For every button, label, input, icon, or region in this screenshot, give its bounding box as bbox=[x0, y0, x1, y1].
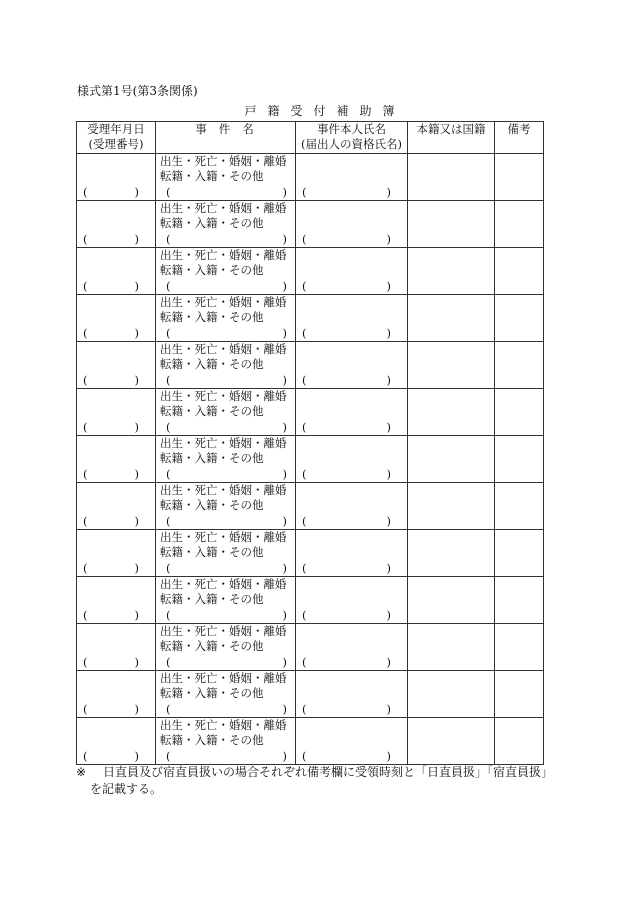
footnote bbox=[76, 764, 566, 798]
table-row bbox=[77, 295, 544, 342]
event-options-line2: 転籍・入籍・その他 bbox=[160, 216, 264, 230]
paren-close: ) bbox=[386, 749, 391, 763]
paren-close: ) bbox=[386, 608, 391, 622]
paren-open: ( bbox=[302, 467, 307, 481]
paren-open: ( bbox=[83, 514, 88, 528]
header-row bbox=[77, 122, 544, 154]
paren-close: ) bbox=[386, 420, 391, 434]
receipt-number-parens bbox=[83, 420, 149, 434]
paren-close: ) bbox=[282, 655, 287, 669]
event-name-cell[interactable] bbox=[156, 624, 296, 671]
paren-open: ( bbox=[83, 185, 88, 199]
event-options-line1: 出生・死亡・婚姻・離婚 bbox=[160, 624, 287, 638]
notifier-parens bbox=[302, 326, 401, 340]
receipt-number-parens bbox=[83, 514, 149, 528]
header-person-name-line1: 事件本人氏名 bbox=[317, 122, 386, 136]
footnote-line1: 日直員及び宿直員扱いの場合それぞれ備考欄に受領時刻と「日直員扱」「宿直員扱」 bbox=[103, 765, 554, 779]
person-name-cell[interactable] bbox=[296, 624, 408, 671]
paren-open: ( bbox=[83, 326, 88, 340]
person-name-cell[interactable] bbox=[296, 718, 408, 765]
paren-close: ) bbox=[386, 326, 391, 340]
event-name-cell[interactable] bbox=[156, 154, 296, 201]
remarks-cell[interactable] bbox=[495, 436, 544, 483]
paren-open: ( bbox=[166, 608, 171, 622]
paren-close: ) bbox=[134, 702, 139, 716]
receipt-number-parens bbox=[83, 749, 149, 763]
paren-open: ( bbox=[302, 185, 307, 199]
person-name-cell[interactable] bbox=[296, 154, 408, 201]
event-options-line1: 出生・死亡・婚姻・離婚 bbox=[160, 483, 287, 497]
paren-open: ( bbox=[166, 467, 171, 481]
event-options-line2: 転籍・入籍・その他 bbox=[160, 263, 264, 277]
person-name-cell[interactable] bbox=[296, 671, 408, 718]
paren-close: ) bbox=[386, 655, 391, 669]
paren-open: ( bbox=[83, 655, 88, 669]
paren-open: ( bbox=[166, 561, 171, 575]
event-options-line1: 出生・死亡・婚姻・離婚 bbox=[160, 436, 287, 450]
paren-close: ) bbox=[282, 279, 287, 293]
table-row bbox=[77, 530, 544, 577]
table-row bbox=[77, 248, 544, 295]
event-options-line2: 転籍・入籍・その他 bbox=[160, 169, 264, 183]
event-other-parens bbox=[166, 279, 287, 293]
table-row bbox=[77, 436, 544, 483]
paren-open: ( bbox=[302, 702, 307, 716]
event-name-cell[interactable] bbox=[156, 436, 296, 483]
paren-close: ) bbox=[282, 326, 287, 340]
paren-open: ( bbox=[302, 326, 307, 340]
receipt-number-parens bbox=[83, 326, 149, 340]
header-person-name-line2: (届出人の資格氏名) bbox=[301, 137, 402, 151]
paren-close: ) bbox=[386, 373, 391, 387]
paren-open: ( bbox=[302, 373, 307, 387]
paren-open: ( bbox=[83, 467, 88, 481]
notifier-parens bbox=[302, 467, 401, 481]
paren-open: ( bbox=[302, 749, 307, 763]
paren-close: ) bbox=[282, 702, 287, 716]
remarks-cell[interactable] bbox=[495, 671, 544, 718]
domicile-cell[interactable] bbox=[408, 248, 495, 295]
event-name-cell[interactable] bbox=[156, 342, 296, 389]
event-name-cell[interactable] bbox=[156, 671, 296, 718]
event-other-parens bbox=[166, 185, 287, 199]
received-date-cell[interactable] bbox=[77, 718, 156, 765]
paren-close: ) bbox=[282, 467, 287, 481]
remarks-cell[interactable] bbox=[495, 577, 544, 624]
domicile-cell[interactable] bbox=[408, 201, 495, 248]
receipt-number-parens bbox=[83, 608, 149, 622]
receipt-number-parens bbox=[83, 655, 149, 669]
paren-close: ) bbox=[134, 561, 139, 575]
event-options-line1: 出生・死亡・婚姻・離婚 bbox=[160, 295, 287, 309]
event-options-line2: 転籍・入籍・その他 bbox=[160, 592, 264, 606]
paren-open: ( bbox=[83, 232, 88, 246]
event-options-line2: 転籍・入籍・その他 bbox=[160, 498, 264, 512]
paren-open: ( bbox=[302, 420, 307, 434]
domicile-cell[interactable] bbox=[408, 577, 495, 624]
remarks-cell[interactable] bbox=[495, 718, 544, 765]
receipt-number-parens bbox=[83, 232, 149, 246]
paren-close: ) bbox=[134, 326, 139, 340]
paren-close: ) bbox=[282, 561, 287, 575]
domicile-cell[interactable] bbox=[408, 295, 495, 342]
event-other-parens bbox=[166, 326, 287, 340]
receipt-number-parens bbox=[83, 561, 149, 575]
paren-close: ) bbox=[134, 232, 139, 246]
paren-open: ( bbox=[83, 373, 88, 387]
person-name-cell[interactable] bbox=[296, 342, 408, 389]
event-other-parens bbox=[166, 373, 287, 387]
notifier-parens bbox=[302, 749, 401, 763]
paren-close: ) bbox=[282, 749, 287, 763]
event-other-parens bbox=[166, 655, 287, 669]
event-options-line2: 転籍・入籍・その他 bbox=[160, 404, 264, 418]
paren-close: ) bbox=[282, 232, 287, 246]
paren-close: ) bbox=[134, 185, 139, 199]
person-name-cell[interactable] bbox=[296, 389, 408, 436]
paren-close: ) bbox=[386, 279, 391, 293]
paren-close: ) bbox=[386, 185, 391, 199]
paren-close: ) bbox=[386, 514, 391, 528]
table-row bbox=[77, 718, 544, 765]
event-options-line1: 出生・死亡・婚姻・離婚 bbox=[160, 718, 287, 732]
notifier-parens bbox=[302, 185, 401, 199]
paren-close: ) bbox=[282, 608, 287, 622]
person-name-cell[interactable] bbox=[296, 248, 408, 295]
header-received-date-line2: (受理番号) bbox=[88, 137, 144, 151]
table-row bbox=[77, 624, 544, 671]
event-options-line1: 出生・死亡・婚姻・離婚 bbox=[160, 577, 287, 591]
event-name-cell[interactable] bbox=[156, 248, 296, 295]
event-name-cell[interactable] bbox=[156, 389, 296, 436]
event-other-parens bbox=[166, 561, 287, 575]
remarks-cell[interactable] bbox=[495, 201, 544, 248]
event-name-cell[interactable] bbox=[156, 530, 296, 577]
register-table bbox=[76, 121, 544, 765]
paren-close: ) bbox=[134, 467, 139, 481]
event-other-parens bbox=[166, 608, 287, 622]
receipt-number-parens bbox=[83, 702, 149, 716]
header-person-name bbox=[296, 122, 408, 154]
paren-close: ) bbox=[386, 702, 391, 716]
receipt-number-parens bbox=[83, 373, 149, 387]
table-row bbox=[77, 154, 544, 201]
received-date-cell[interactable] bbox=[77, 624, 156, 671]
event-name-cell[interactable] bbox=[156, 577, 296, 624]
event-name-cell[interactable] bbox=[156, 718, 296, 765]
table-row bbox=[77, 389, 544, 436]
event-other-parens bbox=[166, 749, 287, 763]
domicile-cell[interactable] bbox=[408, 671, 495, 718]
paren-close: ) bbox=[134, 655, 139, 669]
event-options-line1: 出生・死亡・婚姻・離婚 bbox=[160, 248, 287, 262]
notifier-parens bbox=[302, 514, 401, 528]
event-name-cell[interactable] bbox=[156, 483, 296, 530]
paren-close: ) bbox=[134, 373, 139, 387]
received-date-cell[interactable] bbox=[77, 436, 156, 483]
paren-open: ( bbox=[83, 749, 88, 763]
notifier-parens bbox=[302, 561, 401, 575]
event-options-line1: 出生・死亡・婚姻・離婚 bbox=[160, 342, 287, 356]
notifier-parens bbox=[302, 655, 401, 669]
received-date-cell[interactable] bbox=[77, 671, 156, 718]
person-name-cell[interactable] bbox=[296, 577, 408, 624]
received-date-cell[interactable] bbox=[77, 295, 156, 342]
event-options-line2: 転籍・入籍・その他 bbox=[160, 639, 264, 653]
event-options-line2: 転籍・入籍・その他 bbox=[160, 545, 264, 559]
remarks-cell[interactable] bbox=[495, 483, 544, 530]
remarks-cell[interactable] bbox=[495, 248, 544, 295]
paren-open: ( bbox=[166, 514, 171, 528]
notifier-parens bbox=[302, 608, 401, 622]
paren-open: ( bbox=[166, 373, 171, 387]
paren-open: ( bbox=[83, 420, 88, 434]
event-other-parens bbox=[166, 702, 287, 716]
paren-open: ( bbox=[166, 702, 171, 716]
paren-close: ) bbox=[386, 467, 391, 481]
domicile-cell[interactable] bbox=[408, 718, 495, 765]
domicile-cell[interactable] bbox=[408, 530, 495, 577]
header-received-date-line1: 受理年月日 bbox=[87, 122, 145, 136]
person-name-cell[interactable] bbox=[296, 295, 408, 342]
paren-close: ) bbox=[134, 279, 139, 293]
event-name-cell[interactable] bbox=[156, 295, 296, 342]
event-name-cell[interactable] bbox=[156, 201, 296, 248]
paren-open: ( bbox=[166, 326, 171, 340]
register-rows bbox=[77, 154, 544, 765]
receipt-number-parens bbox=[83, 185, 149, 199]
table-row bbox=[77, 671, 544, 718]
event-options-line1: 出生・死亡・婚姻・離婚 bbox=[160, 154, 287, 168]
paren-open: ( bbox=[83, 608, 88, 622]
event-options-line2: 転籍・入籍・その他 bbox=[160, 357, 264, 371]
domicile-cell[interactable] bbox=[408, 389, 495, 436]
paren-open: ( bbox=[83, 279, 88, 293]
person-name-cell[interactable] bbox=[296, 530, 408, 577]
received-date-cell[interactable] bbox=[77, 154, 156, 201]
event-other-parens bbox=[166, 420, 287, 434]
receipt-number-parens bbox=[83, 279, 149, 293]
paren-open: ( bbox=[166, 232, 171, 246]
table-row bbox=[77, 483, 544, 530]
paren-open: ( bbox=[166, 279, 171, 293]
domicile-cell[interactable] bbox=[408, 436, 495, 483]
paren-open: ( bbox=[83, 561, 88, 575]
notifier-parens bbox=[302, 373, 401, 387]
form-number: 様式第1号(第3条関係) bbox=[77, 84, 198, 98]
event-options-line1: 出生・死亡・婚姻・離婚 bbox=[160, 530, 287, 544]
paren-open: ( bbox=[83, 702, 88, 716]
paren-open: ( bbox=[302, 279, 307, 293]
header-received-date bbox=[77, 122, 156, 154]
page-title: 戸籍受付補助簿 bbox=[244, 104, 406, 118]
event-options-line1: 出生・死亡・婚姻・離婚 bbox=[160, 389, 287, 403]
notifier-parens bbox=[302, 279, 401, 293]
paren-close: ) bbox=[386, 232, 391, 246]
paren-close: ) bbox=[282, 420, 287, 434]
paren-open: ( bbox=[302, 514, 307, 528]
domicile-cell[interactable] bbox=[408, 624, 495, 671]
received-date-cell[interactable] bbox=[77, 389, 156, 436]
paren-close: ) bbox=[282, 373, 287, 387]
received-date-cell[interactable] bbox=[77, 577, 156, 624]
header-remarks: 備考 bbox=[495, 122, 544, 154]
received-date-cell[interactable] bbox=[77, 201, 156, 248]
table-row bbox=[77, 577, 544, 624]
paren-open: ( bbox=[166, 749, 171, 763]
paren-close: ) bbox=[386, 561, 391, 575]
paren-close: ) bbox=[134, 608, 139, 622]
received-date-cell[interactable] bbox=[77, 530, 156, 577]
notifier-parens bbox=[302, 420, 401, 434]
event-options-line2: 転籍・入籍・その他 bbox=[160, 451, 264, 465]
footnote-mark: ※ bbox=[76, 765, 87, 779]
paren-close: ) bbox=[134, 420, 139, 434]
paren-open: ( bbox=[166, 185, 171, 199]
receipt-number-parens bbox=[83, 467, 149, 481]
event-options-line1: 出生・死亡・婚姻・離婚 bbox=[160, 671, 287, 685]
event-options-line1: 出生・死亡・婚姻・離婚 bbox=[160, 201, 287, 215]
event-other-parens bbox=[166, 514, 287, 528]
header-domicile: 本籍又は国籍 bbox=[408, 122, 495, 154]
header-event-name: 事件名 bbox=[156, 122, 296, 154]
event-options-line2: 転籍・入籍・その他 bbox=[160, 686, 264, 700]
domicile-cell[interactable] bbox=[408, 342, 495, 389]
event-other-parens bbox=[166, 467, 287, 481]
received-date-cell[interactable] bbox=[77, 342, 156, 389]
remarks-cell[interactable] bbox=[495, 154, 544, 201]
remarks-cell[interactable] bbox=[495, 295, 544, 342]
paren-close: ) bbox=[134, 514, 139, 528]
table-row bbox=[77, 342, 544, 389]
event-options-line2: 転籍・入籍・その他 bbox=[160, 733, 264, 747]
remarks-cell[interactable] bbox=[495, 624, 544, 671]
received-date-cell[interactable] bbox=[77, 248, 156, 295]
paren-close: ) bbox=[134, 749, 139, 763]
paren-open: ( bbox=[302, 655, 307, 669]
paren-close: ) bbox=[282, 185, 287, 199]
domicile-cell[interactable] bbox=[408, 483, 495, 530]
person-name-cell[interactable] bbox=[296, 483, 408, 530]
event-options-line2: 転籍・入籍・その他 bbox=[160, 310, 264, 324]
received-date-cell[interactable] bbox=[77, 483, 156, 530]
domicile-cell[interactable] bbox=[408, 154, 495, 201]
paren-open: ( bbox=[166, 420, 171, 434]
paren-open: ( bbox=[302, 608, 307, 622]
paren-close: ) bbox=[282, 514, 287, 528]
footnote-line2: を記載する。 bbox=[90, 782, 163, 796]
paren-open: ( bbox=[166, 655, 171, 669]
notifier-parens bbox=[302, 702, 401, 716]
notifier-parens bbox=[302, 232, 401, 246]
paren-open: ( bbox=[302, 561, 307, 575]
remarks-cell[interactable] bbox=[495, 389, 544, 436]
person-name-cell[interactable] bbox=[296, 201, 408, 248]
event-other-parens bbox=[166, 232, 287, 246]
remarks-cell[interactable] bbox=[495, 530, 544, 577]
paren-open: ( bbox=[302, 232, 307, 246]
remarks-cell[interactable] bbox=[495, 342, 544, 389]
person-name-cell[interactable] bbox=[296, 436, 408, 483]
table-row bbox=[77, 201, 544, 248]
